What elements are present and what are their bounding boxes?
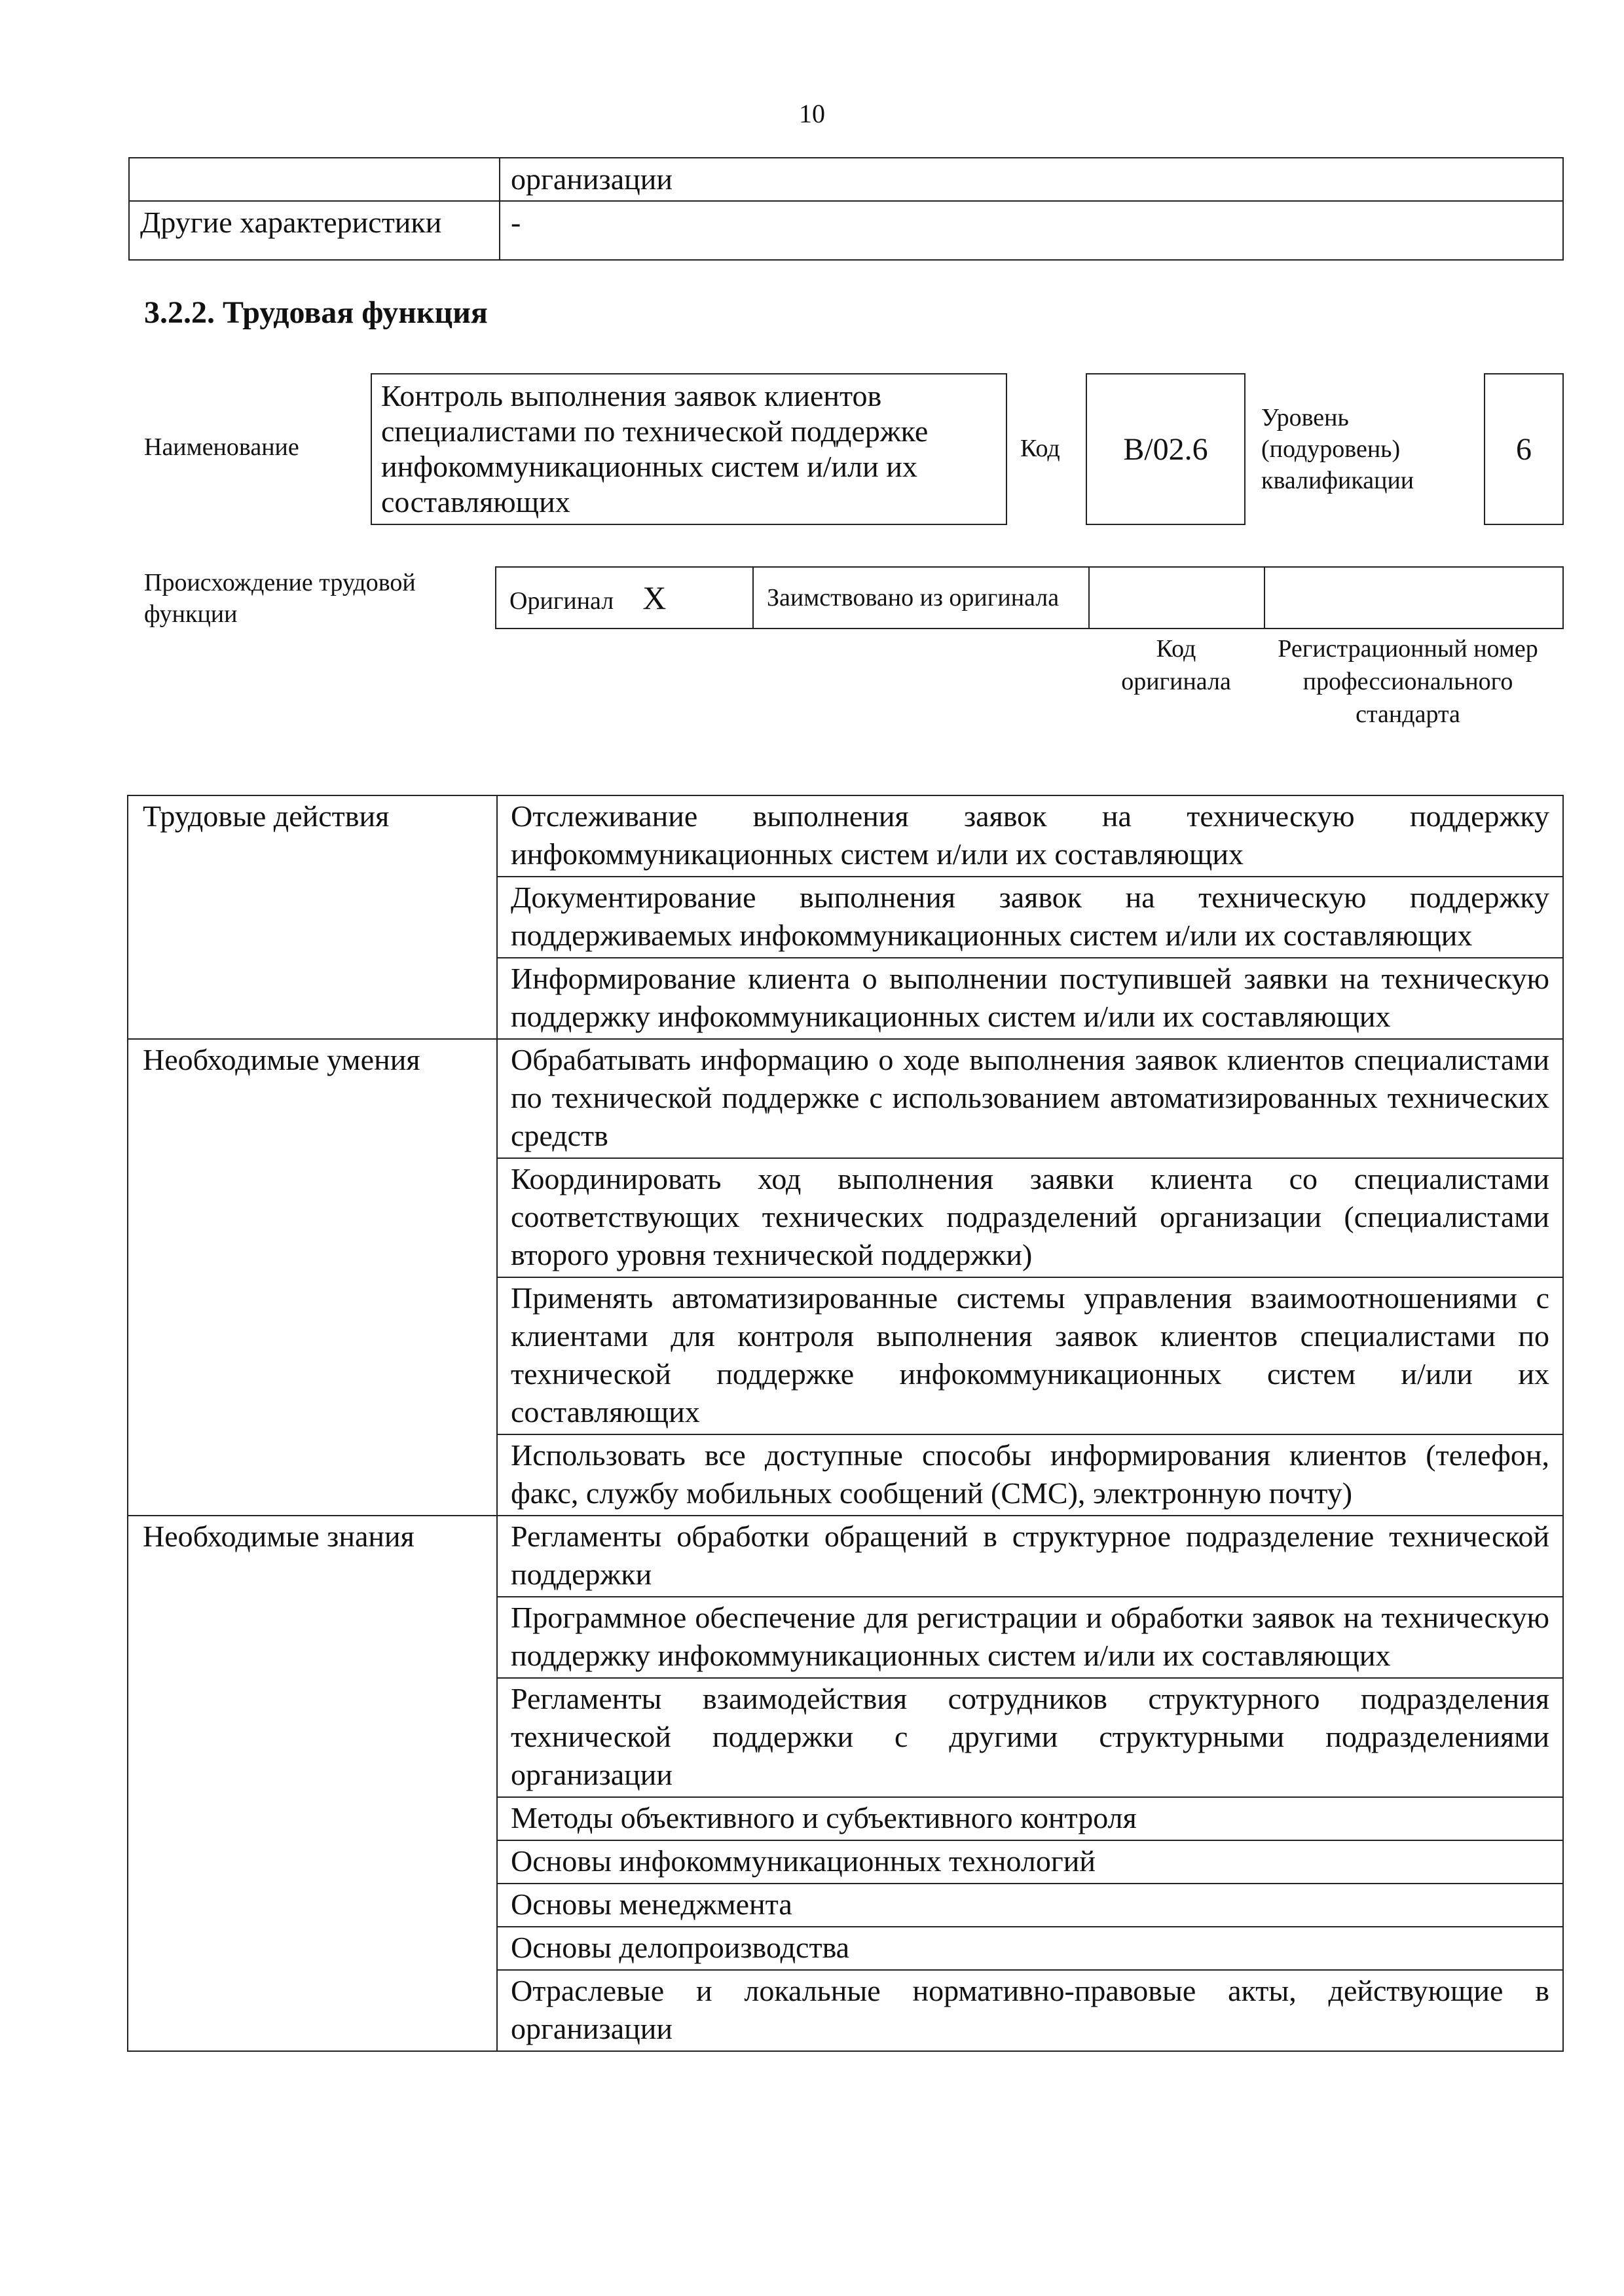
code-label: Код: [1020, 435, 1060, 462]
table-row: [129, 158, 1563, 201]
page-number: 10: [799, 99, 825, 128]
row-label: [129, 158, 500, 201]
table-row: [128, 795, 1563, 877]
reg-number-cell: [1264, 567, 1563, 629]
table-row: [128, 1039, 1563, 1158]
list-item: Информирование клиента о выполнении поступившей заявки на техническую поддержку инфокоммуникационных систем и/или их составляющих: [497, 958, 1563, 1039]
borrowed-cell: [753, 567, 1089, 629]
section-title: 3.2.2. Трудовая функция: [144, 295, 488, 330]
characteristics-table: [128, 157, 1564, 261]
table-row: [128, 1516, 1563, 1597]
original-cell: [496, 567, 753, 629]
row-label: Другие характеристики: [129, 201, 500, 260]
row-value: организации: [500, 158, 1563, 201]
table-row: [129, 201, 1563, 260]
code-caption: Код оригинала: [1121, 635, 1231, 695]
level-box: [1484, 373, 1564, 525]
original-label: Оригинал: [509, 587, 614, 615]
code-value: B/02.6: [1123, 431, 1208, 467]
level-label: Уровень (подуровень) квалификации: [1261, 404, 1414, 494]
reg-caption: Регистрационный номер профессионального стандарта: [1278, 635, 1538, 728]
original-code-cell: [1089, 567, 1264, 629]
row-value: -: [500, 201, 1563, 260]
list-item: Отраслевые и локальные нормативно-правовые акты, действующие в организации: [497, 1970, 1563, 2051]
function-details-table: [127, 795, 1564, 2052]
level-value: 6: [1516, 431, 1532, 467]
code-box: [1086, 373, 1246, 525]
list-item: Документирование выполнения заявок на техническую поддержку поддерживаемых инфокоммуникационных систем и/или их составляющих: [497, 877, 1563, 958]
category-required-knowledge: Необходимые знания: [128, 1516, 497, 2051]
function-name: Контроль выполнения заявок клиентов специалистами по технической поддержке инфокоммуникационных систем и/или их составляющих: [381, 379, 929, 519]
category-required-skills: Необходимые умения: [128, 1039, 497, 1516]
origin-table: [495, 566, 1564, 629]
origin-label: Происхождение трудовой функции: [144, 569, 416, 628]
list-item: Основы инфокоммуникационных технологий: [497, 1840, 1563, 1884]
list-item: Координировать ход выполнения заявки клиента со специалистами соответствующих технических подразделений организации (специалистами второго уровня технической поддержки): [497, 1158, 1563, 1277]
list-item: Применять автоматизированные системы управления взаимоотношениями с клиентами для контроля выполнения заявок клиентов специалистами по технической поддержке инфокоммуникационных систем и/или их составляющих: [497, 1277, 1563, 1434]
list-item: Регламенты взаимодействия сотрудников структурного подразделения технической поддержки с другими структурными подразделениями организации: [497, 1678, 1563, 1797]
list-item: Отслеживание выполнения заявок на техническую поддержку инфокоммуникационных систем и/или их составляющих: [497, 795, 1563, 877]
function-name-box: [371, 373, 1007, 525]
list-item: Обрабатывать информацию о ходе выполнения заявок клиентов специалистами по технической поддержке с использованием автоматизированных технических средств: [497, 1039, 1563, 1158]
list-item: Использовать все доступные способы информирования клиентов (телефон, факс, службу мобильных сообщений (СМС), электронную почту): [497, 1434, 1563, 1516]
borrowed-label: Заимствовано из оригинала: [767, 584, 1060, 611]
list-item: Программное обеспечение для регистрации и обработки заявок на техническую поддержку инфокоммуникационных систем и/или их составляющих: [497, 1597, 1563, 1678]
list-item: Основы менеджмента: [497, 1884, 1563, 1927]
table-row: [496, 567, 1563, 629]
category-labor-actions: Трудовые действия: [128, 795, 497, 1039]
original-mark: X: [642, 579, 667, 616]
list-item: Основы делопроизводства: [497, 1927, 1563, 1970]
name-label: Наименование: [144, 433, 299, 461]
list-item: Регламенты обработки обращений в структурное подразделение технической поддержки: [497, 1516, 1563, 1597]
list-item: Методы объективного и субъективного контроля: [497, 1797, 1563, 1840]
